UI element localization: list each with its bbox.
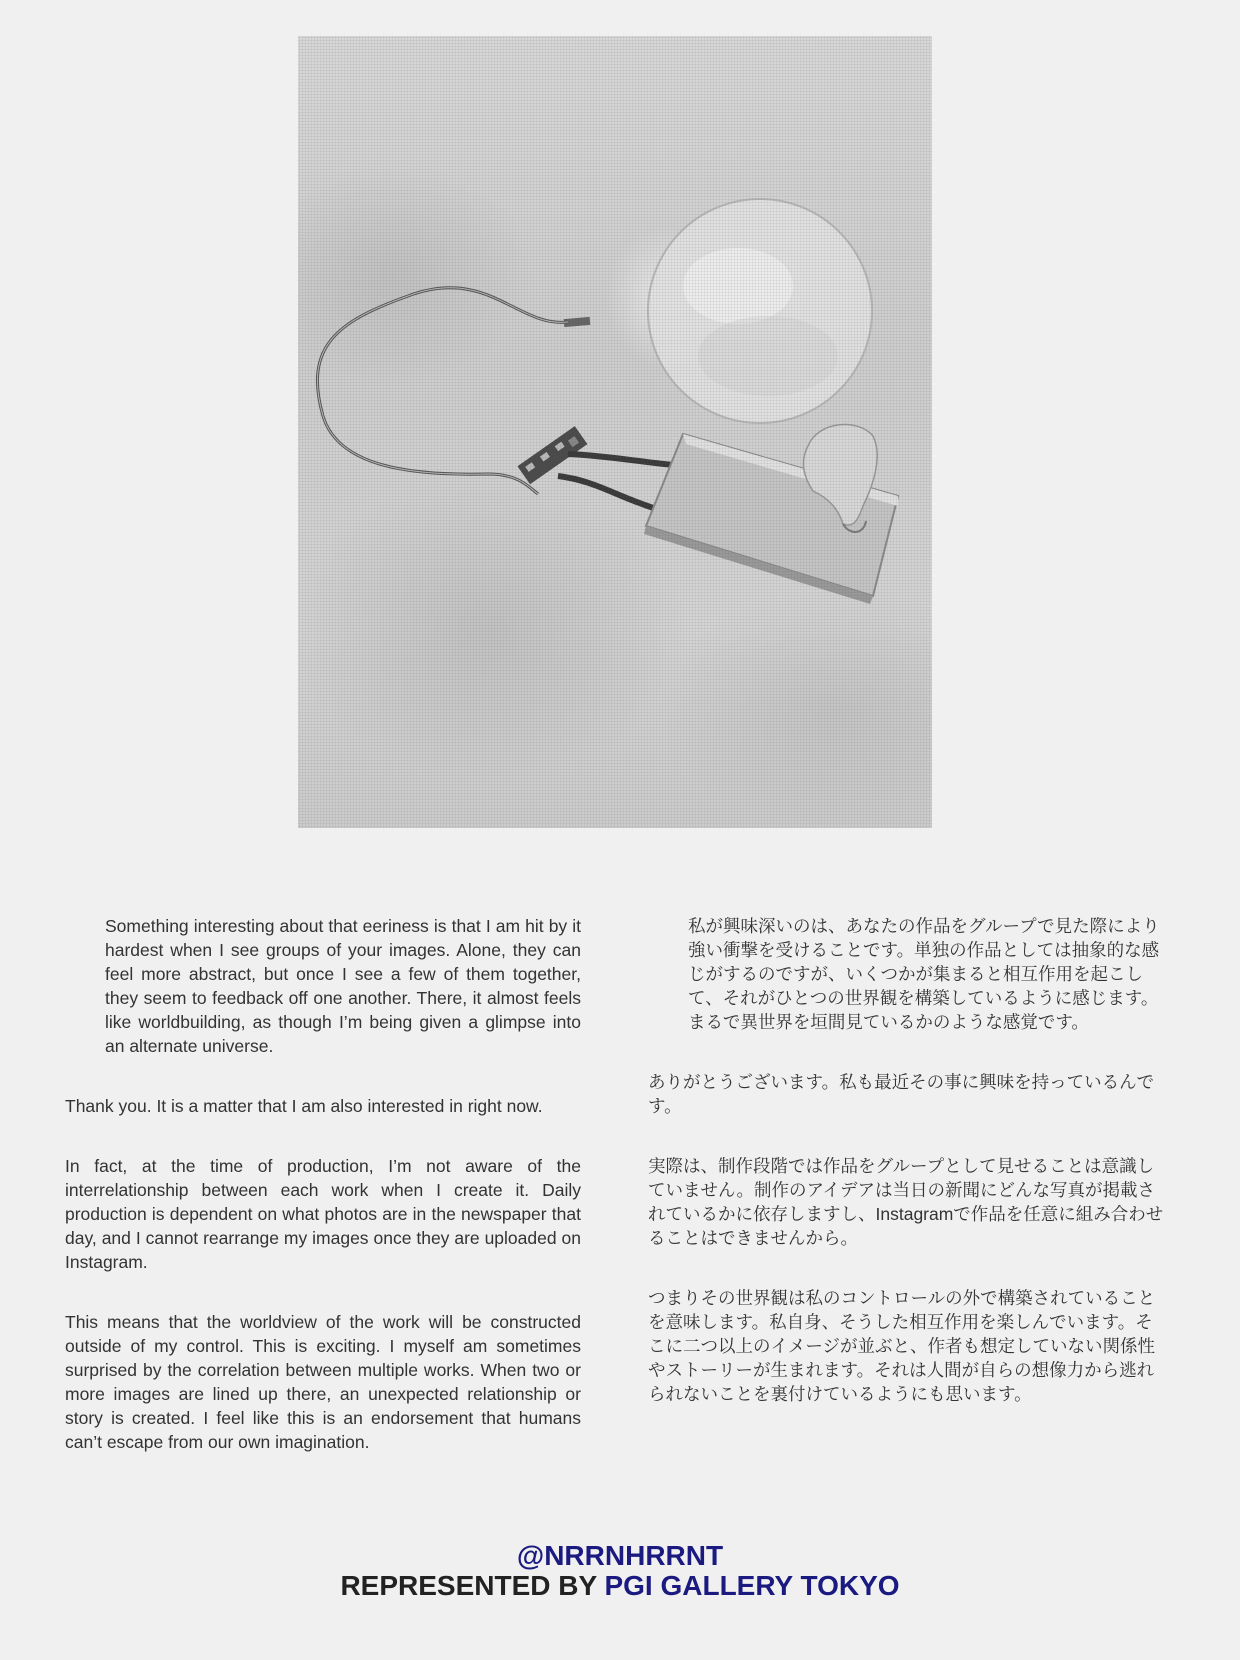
- answer-paragraph-en-2: In fact, at the time of production, I’m not aware of the interrelationship between each work when I create it. Daily production is dependent on what photos are in the newspaper that day, and I cannot rearrange my images once they are uploaded on Instagram.: [65, 1156, 581, 1272]
- answer-paragraph-jp-1: ありがとうございます。私も最近その事に興味を持っているんです。: [648, 1072, 1155, 1116]
- answer-paragraph-en-3: This means that the worldview of the work will be constructed outside of my control. This is exciting. I myself am sometimes surprised by the correlation between multiple works. When two or more images are lined up there, an unexpected relationship or story is created. I feel like this is an endorsement that humans can’t escape from our own imagination.: [65, 1312, 581, 1452]
- represented-by-label: REPRESENTED BY: [340, 1570, 597, 1601]
- interview-question-jp: 私が興味深いのは、あなたの作品をグループで見た際により強い衝撃を受けることです。単独の作品としては抽象的な感じがするのですが、いくつかが集まると相互作用を起こして、それがひとつの世界観を構築しているように感じます。まるで異世界を垣間見ているかのような感覚です。: [688, 916, 1160, 1032]
- answer-paragraph-en-1: Thank you. It is a matter that I am also interested in right now.: [65, 1096, 543, 1116]
- interview-question-en: Something interesting about that eeriness is that I am hit by it hardest when I see groups of your images. Alone, they can feel more abstract, but once I see a few of them together, they seem to feedback off one another. There, it almost feels like worldbuilding, as though I’m being given a glimpse into an alternate universe.: [105, 916, 581, 1056]
- gallery-name: PGI GALLERY TOKYO: [604, 1570, 900, 1601]
- english-column: [65, 914, 581, 1490]
- artist-handle: @NRRNHRRNT: [516, 1540, 724, 1571]
- artwork-photo: [298, 36, 932, 828]
- represented-by-line: [0, 1571, 1240, 1601]
- answer-paragraph-jp-3: つまりその世界観は私のコントロールの外で構築されていることを意味します。私自身、そうした相互作用を楽しんでいます。そこに二つ以上のイメージが並ぶと、作者も想定していない関係性やストーリーが生まれます。それは人間が自らの想像力から逃れられないことを裏付けているようにも思います。: [648, 1288, 1156, 1404]
- japanese-column: [648, 914, 1164, 1442]
- answer-paragraph-jp-2: 実際は、制作段階では作品をグループとして見せることは意識していません。制作のアイデアは当日の新聞にどんな写真が掲載されているかに依存しますし、Instagramで作品を任意に組み合わせることはできませんから。: [648, 1156, 1164, 1248]
